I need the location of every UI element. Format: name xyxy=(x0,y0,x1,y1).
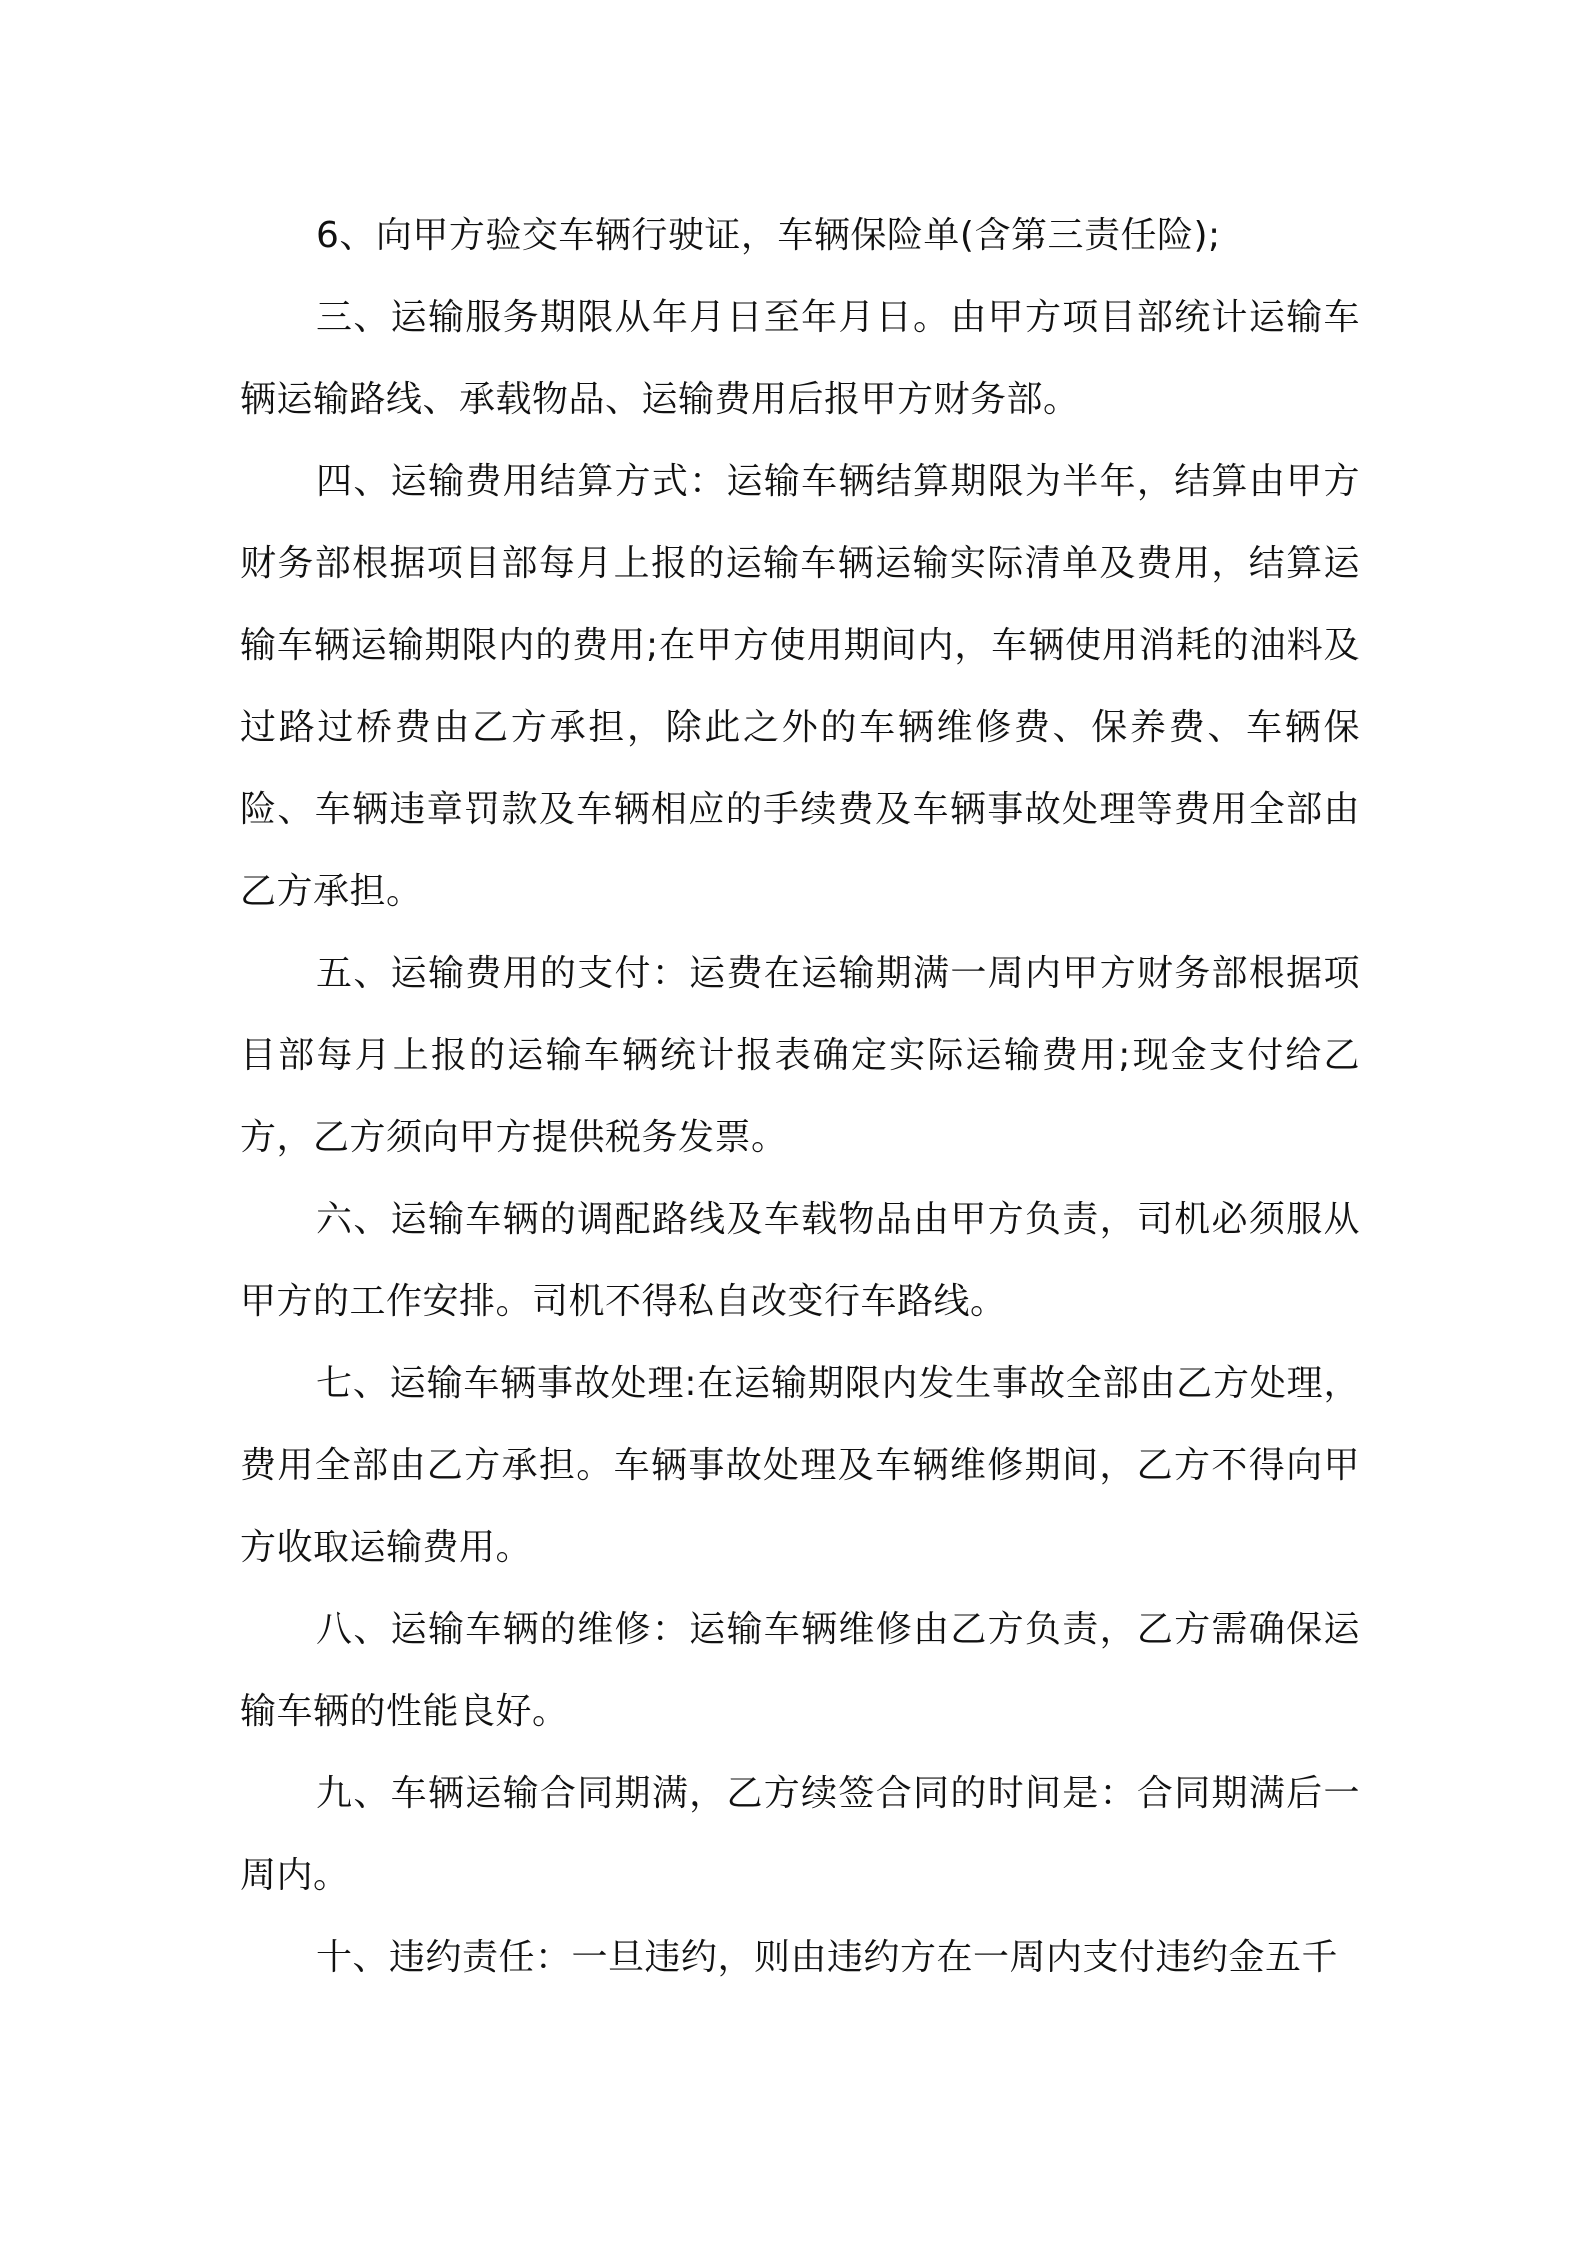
document-body xyxy=(240,195,1360,1999)
paragraph-section-9-renewal: 九、车辆运输合同期满，乙方续签合同的时间是：合同期满后一周内。 xyxy=(240,1773,1360,1896)
paragraph-section-6-dispatch: 六、运输车辆的调配路线及车载物品由甲方负责，司机必须服从甲方的工作安排。司机不得私自改变行车路线。 xyxy=(240,1199,1360,1322)
paragraph-section-7-accidents: 七、运输车辆事故处理:在运输期限内发生事故全部由乙方处理，费用全部由乙方承担。车辆事故处理及车辆维修期间，乙方不得向甲方收取运输费用。 xyxy=(240,1363,1360,1568)
paragraph-section-4-settlement: 四、运输费用结算方式：运输车辆结算期限为半年，结算由甲方财务部根据项目部每月上报的运输车辆运输实际清单及费用，结算运输车辆运输期限内的费用;在甲方使用期间内，车辆使用消耗的油料及过路过桥费由乙方承担，除此之外的车辆维修费、保养费、车辆保险、车辆违章罚款及车辆相应的手续费及车辆事故处理等费用全部由乙方承担。 xyxy=(240,461,1360,912)
paragraph-item-6: 6、向甲方验交车辆行驶证，车辆保险单(含第三责任险); xyxy=(316,215,1221,256)
paragraph-section-8-maintenance: 八、运输车辆的维修：运输车辆维修由乙方负责，乙方需确保运输车辆的性能良好。 xyxy=(240,1609,1360,1732)
paragraph-section-3-service-period: 三、运输服务期限从年月日至年月日。由甲方项目部统计运输车辆运输路线、承载物品、运输费用后报甲方财务部。 xyxy=(240,297,1360,420)
paragraph-section-5-payment: 五、运输费用的支付：运费在运输期满一周内甲方财务部根据项目部每月上报的运输车辆统计报表确定实际运输费用;现金支付给乙方，乙方须向甲方提供税务发票。 xyxy=(240,953,1360,1158)
paragraph-section-10-liability: 十、违约责任：一旦违约，则由违约方在一周内支付违约金五千 xyxy=(316,1937,1339,1978)
